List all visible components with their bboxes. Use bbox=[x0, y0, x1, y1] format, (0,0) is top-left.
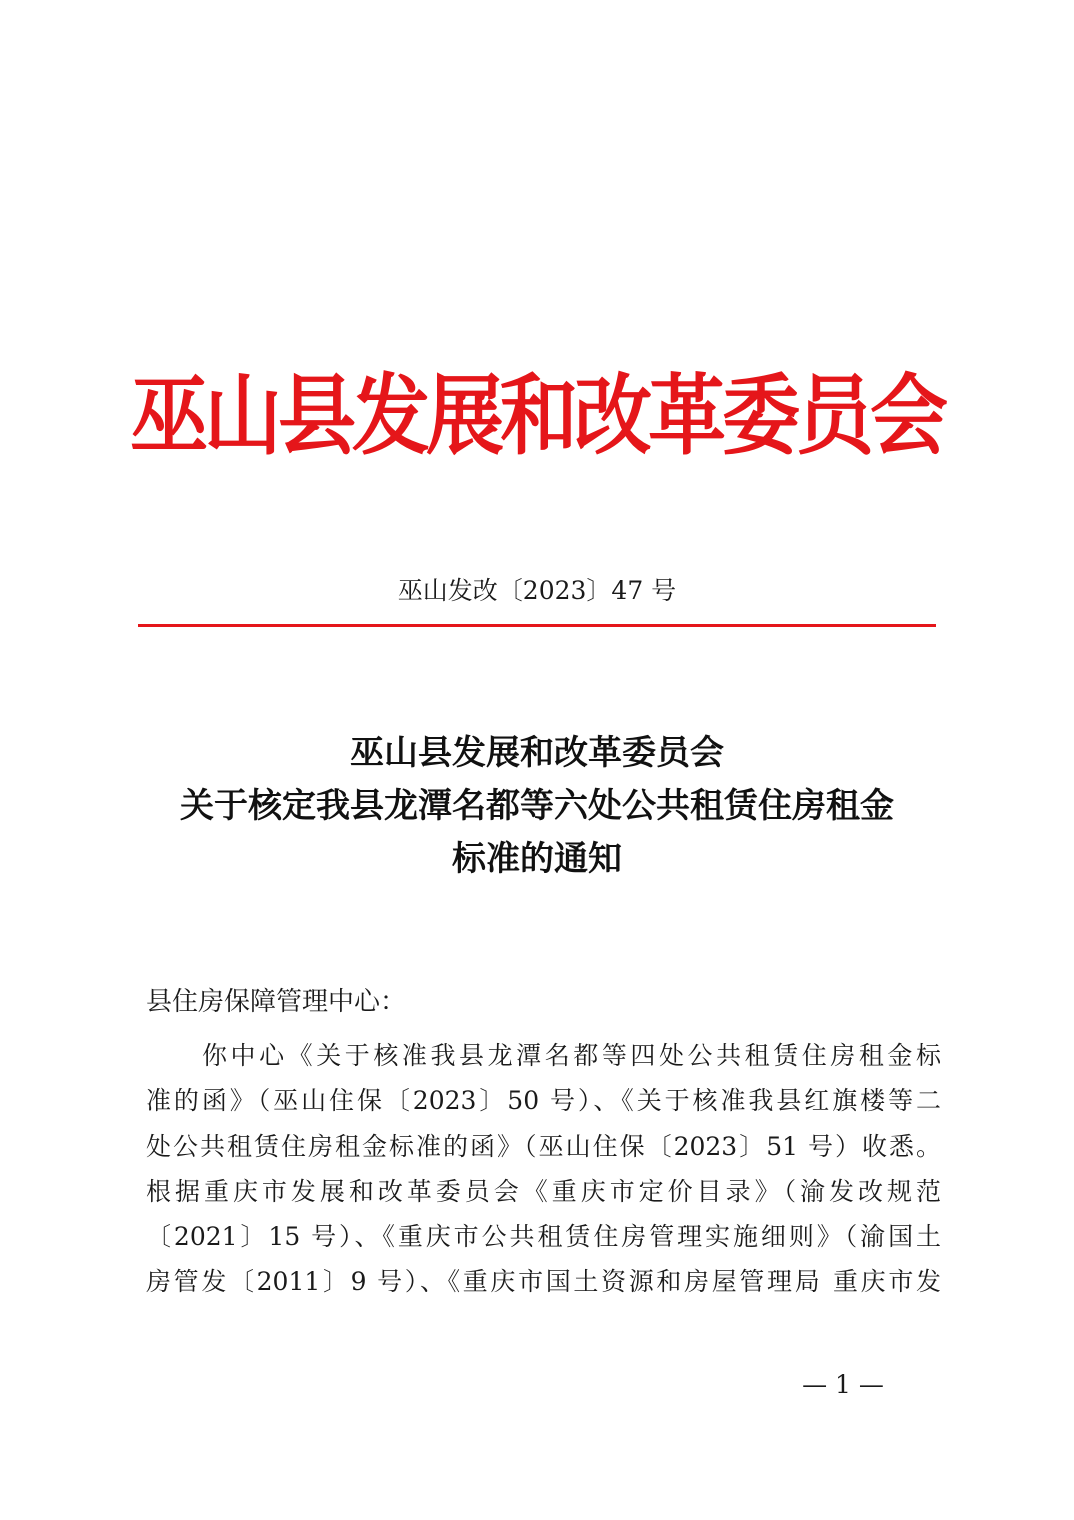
body-line: 房管发〔2011〕9 号）、《重庆市国土资源和房屋管理局 重庆市发 bbox=[146, 1267, 941, 1297]
body-line: 准的函》（巫山住保〔2023〕50 号）、《关于核准我县红旗楼等二 bbox=[146, 1086, 941, 1116]
document-number: 巫山发改〔2023〕47 号 bbox=[397, 576, 677, 605]
body-line: 你中心《关于核准我县龙潭名都等四处公共租赁住房租金标 bbox=[202, 1041, 941, 1070]
red-divider-line bbox=[138, 624, 936, 627]
title-line: 关于核定我县龙潭名都等六处公共租赁住房租金 bbox=[180, 786, 894, 826]
document-title bbox=[0, 727, 1074, 886]
salutation: 县住房保障管理中心： bbox=[146, 987, 407, 1017]
title-line: 巫山县发展和改革委员会 bbox=[350, 733, 724, 773]
body-line: 根据重庆市发展和改革委员会《重庆市定价目录》（渝发改规范 bbox=[146, 1176, 941, 1206]
masthead-title: 巫山县发展和改革委员会 bbox=[129, 365, 944, 468]
page-number: — 1 — bbox=[802, 1370, 884, 1399]
title-line: 标准的通知 bbox=[452, 839, 622, 879]
body-paragraph bbox=[146, 1033, 941, 1305]
body-line: 处公共租赁住房租金标准的函》（巫山住保〔2023〕51 号）收悉。 bbox=[146, 1131, 941, 1161]
body-line: 〔2021〕15 号）、《重庆市公共租赁住房管理实施细则》（渝国土 bbox=[146, 1222, 941, 1252]
